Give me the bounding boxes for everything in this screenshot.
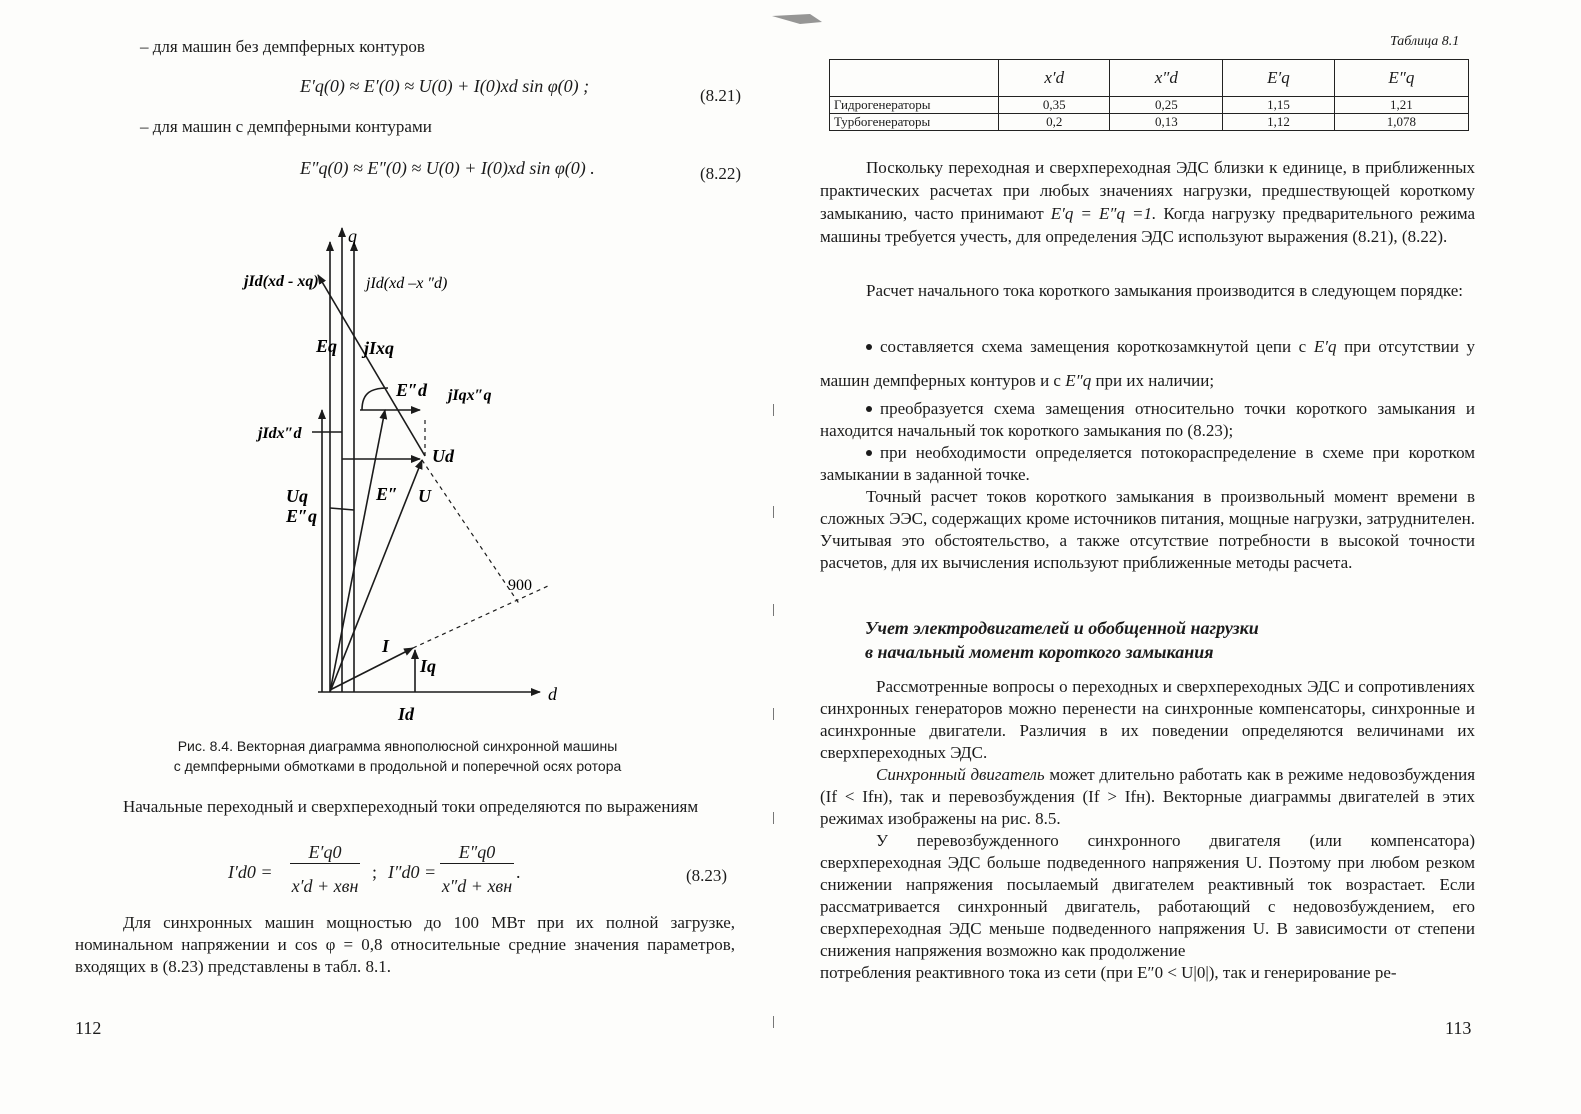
- label-eqq: E″q: [286, 506, 317, 526]
- parameters-table: [829, 59, 1469, 131]
- bullet-icon: [866, 450, 872, 456]
- paragraph-6-last-line: потребления реактивного тока из сети (при E″0 < U|0|), так и генерирование ре-: [820, 963, 1397, 982]
- paragraph-3: Точный расчет токов короткого замыкания в произвольный момент времени в сложных ЭЭС, содержащих кроме источников питания, мощные нагрузки, затруднителен. Учитывая это обстоятельство, а также отсутствие потребности в высокой точности расчетов, для их вычисления используют приближенные методы расчета.: [820, 487, 1475, 572]
- table-cell: 1,12: [1223, 114, 1334, 131]
- vector-line: [413, 586, 548, 648]
- label-iq: Iq: [420, 656, 437, 676]
- paragraph-1-formula: E′q = E″q =1.: [1050, 204, 1157, 223]
- gutter-mark: [773, 708, 774, 720]
- page-number-right: 113: [1445, 1018, 1472, 1038]
- eq-8-23-b-lhs: I″d0 =: [388, 862, 437, 882]
- paragraph-1-part1: Поскольку переходная и сверхпереходная ЭДС близки к единице, в приближенных практических расчетах при любых значениях нагрузки, предшествующей короткому замыканию, часто принимают: [820, 158, 1475, 223]
- bullet-1-part2: при отсутствии у машин демпферных контуров и с: [820, 337, 1476, 390]
- vector-line: [330, 410, 385, 692]
- label-u: U: [418, 486, 431, 506]
- page-number-left: 112: [75, 1018, 102, 1038]
- paragraph-5-term: Синхронный двигатель: [876, 765, 1045, 784]
- eq-8-23-b-numerator: E″q0: [440, 842, 514, 864]
- vector-diagram: [230, 220, 570, 725]
- bullet-item-3: [820, 442, 1475, 486]
- section-heading-line2: в начальный момент короткого замыкания: [865, 642, 1214, 662]
- figure-caption-line1: Рис. 8.4. Векторная диаграмма явнополюсной синхронной машины: [177, 738, 618, 754]
- label-jid-xd-xq: jId(xd - xq): [244, 273, 319, 290]
- equation-8-22: E″q(0) ≈ E″(0) ≈ U(0) + I(0)xd sin φ(0) .: [300, 158, 595, 178]
- equation-number-8-21: (8.21): [700, 86, 742, 105]
- bullet-icon: [866, 406, 872, 412]
- table-cell: 0,2: [999, 114, 1110, 131]
- label-id: Id: [398, 704, 415, 724]
- table-title: Таблица 8.1: [1390, 34, 1460, 49]
- left-page: – для машин без демпферных контуров E′q(0) ≈ E′(0) ≈ U(0) + I(0)xd sin φ(0) ; (8.21) – для машин с демпферными контурами E″q(0) ≈ E″(0) ≈ U(0) + I(0)xd sin φ(0) . (8.22) q d jId(xd - xq) jId(xd –x ″d) Eq jIxq E″d jIqx″q jIdx″d Ud Uq E″q E″ U 900 I Iq Id Рис. 8.4. Векторная диаграмма явнополюсной синхронной машины с демпферными обмотками в продольной и поперечной осях ротора Начальные переходный и сверхпереходный токи определяются по выражениям I′d0 = E′q0 x′d + xвн ; I″d0 = E″q0 x″d + xвн . (8.23) Для синхронных машин мощностью до 100 МВт при их полной загрузке, номинальном напряжении и cos φ = 0,8 относительные средние значения параметров, входящих в (8.23) представлены в табл. 8.1. 112: [75, 37, 742, 1038]
- equation-8-21: E′q(0) ≈ E′(0) ≈ U(0) + I(0)xd sin φ(0) ;: [300, 76, 590, 96]
- paragraph-1-part2: Когда нагрузку предварительного режима машины требуется учесть, для определения ЭДС используют выражения (8.21), (8.22).: [820, 204, 1476, 246]
- vector-line: [362, 388, 388, 410]
- table-cell: 1,15: [1223, 97, 1334, 114]
- section-heading-line1: Учет электродвигателей и обобщенной нагрузки: [865, 618, 1259, 638]
- label-jiq-xqq: jIqx″q: [448, 387, 492, 404]
- paragraph-5: [820, 764, 1475, 830]
- table-header-cell: E′q: [1223, 60, 1334, 97]
- table-cell: 0,25: [1110, 97, 1223, 114]
- bullet-1-part3: при их наличии;: [1095, 371, 1215, 390]
- equation-number-8-23: (8.23): [686, 866, 728, 885]
- figure-caption: [120, 736, 675, 776]
- table-header-cell: E″q: [1334, 60, 1468, 97]
- label-eq: Eq: [316, 336, 338, 356]
- table-cell: Гидрогенераторы: [830, 97, 999, 114]
- gutter-mark: [773, 812, 774, 824]
- bullet-item-2: [820, 398, 1475, 442]
- bullet-1-symbol1: E′q: [1313, 337, 1337, 356]
- bullet-1-part1: составляется схема замещения короткозамкнутой цепи с: [880, 337, 1307, 356]
- vector-line: [318, 275, 425, 456]
- label-edd: E″d: [396, 380, 427, 400]
- table-header-cell: x′d: [999, 60, 1110, 97]
- table-cell: 0,13: [1110, 114, 1223, 131]
- label-uq: Uq: [286, 486, 308, 506]
- paragraph-4: Рассмотренные вопросы о переходных и сверхпереходных ЭДС и сопротивлениях синхронных генераторов можно перенести на синхронные компенсаторы, синхронные и асинхронные двигатели. Различия в их поведении определяются величинами их сверхпереходных ЭДС.: [820, 677, 1475, 762]
- gutter-mark: [773, 506, 774, 518]
- eq-8-23-b-denominator: x″d + xвн: [441, 876, 513, 896]
- table-cell: Турбогенераторы: [830, 114, 999, 131]
- eq-8-23-a-denominator: x′d + xвн: [291, 876, 359, 896]
- intro-no-damper: – для машин без демпферных контуров: [140, 37, 425, 56]
- table-row: [830, 114, 1469, 131]
- paragraph-2: Расчет начального тока короткого замыкания производится в следующем порядке:: [866, 281, 1463, 300]
- paragraph-machines: Для синхронных машин мощностью до 100 МВт при их полной загрузке, номинальном напряжении и cos φ = 0,8 относительные средние значения параметров, входящих в (8.23) представлены в табл. 8.1.: [75, 913, 735, 976]
- equation-number-8-22: (8.22): [700, 164, 742, 183]
- paragraph-initial-currents: Начальные переходный и сверхпереходный токи определяются по выражениям: [123, 797, 699, 816]
- bullet-icon: [866, 344, 872, 350]
- paragraph-5-rest: может длительно работать как в режиме недовозбуждения (If < Ifн), так и перевозбуждения (If > Ifн). Векторные диаграммы двигателей в этих режимах изображены на рис. 8.5.: [820, 765, 1476, 828]
- table-row: [830, 97, 1469, 114]
- section-heading: [865, 616, 1259, 664]
- bullet-1-symbol2: E″q: [1065, 371, 1092, 390]
- paragraph-6: У перевозбужденного синхронного двигателя (или компенсатора) сверхпереходная ЭДС больше подведенного напряжения U. Поэтому при любом резком снижении напряжения посылаемый двигателем реактивный ток возрастает. Если рассматривается синхронный двигатель, работающий с недовозбуждением, его сверхпереходная ЭДС меньше подведенного напряжения U. В зависимости от степени снижения напряжения возможно как продолжение: [820, 831, 1475, 960]
- vector-line: [422, 460, 520, 605]
- label-jid-xd-xdd: jId(xd –x ″d): [366, 275, 448, 292]
- gutter-mark: [773, 1016, 774, 1028]
- figure-caption-line2: с демпферными обмотками в продольной и поперечной осях ротора: [173, 758, 622, 774]
- label-ud: Ud: [432, 446, 454, 466]
- table-header-row: [830, 60, 1469, 97]
- label-jixq: jIxq: [364, 338, 395, 358]
- label-90-degrees: 900: [508, 577, 532, 594]
- label-i: I: [382, 636, 390, 656]
- table-cell: 0,35: [999, 97, 1110, 114]
- table-header-cell: x″d: [1110, 60, 1223, 97]
- paragraph-1: [820, 156, 1475, 248]
- intro-with-damper: – для машин с демпферными контурами: [140, 117, 432, 136]
- bullet-item-1: [820, 330, 1475, 398]
- gutter-mark: [773, 604, 774, 616]
- eq-8-23-a-numerator: E′q0: [290, 842, 360, 864]
- d-axis-label: d: [548, 684, 557, 704]
- right-page: [785, 0, 1581, 1114]
- label-jid-xdd: jIdx″d: [258, 425, 302, 442]
- eq-8-23-a-lhs: I′d0 =: [228, 862, 273, 882]
- bullet-3-text: при необходимости определяется потокораспределение в схеме при коротком замыкании в заданной точке.: [820, 443, 1475, 484]
- bullet-2-text: преобразуется схема замещения относительно точки короткого замыкания и находится начальный ток короткого замыкания по (8.23);: [820, 399, 1475, 440]
- table-header-cell: [830, 60, 999, 97]
- table-cell: 1,21: [1334, 97, 1468, 114]
- q-axis-label: q: [348, 226, 357, 246]
- table-cell: 1,078: [1334, 114, 1468, 131]
- gutter-mark: [773, 404, 774, 416]
- label-e-double-prime: E″: [376, 484, 398, 504]
- vector-line: [330, 508, 354, 510]
